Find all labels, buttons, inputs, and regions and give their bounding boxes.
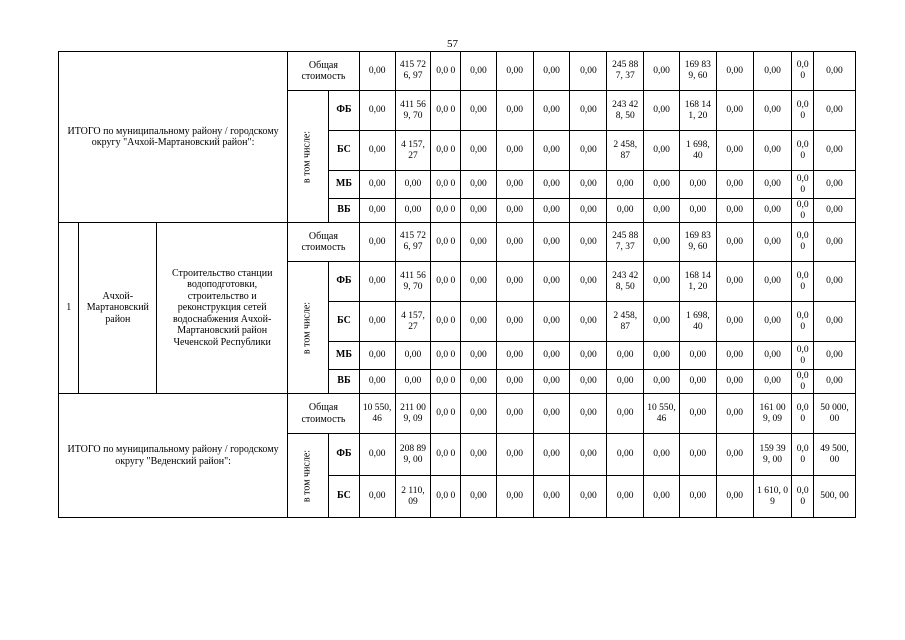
value-cell: 0,00 — [716, 131, 753, 171]
value-cell: 0,00 — [496, 370, 533, 394]
value-cell: 0,00 — [607, 394, 644, 434]
value-cell: 0,00 — [570, 91, 607, 131]
funding-code: ВБ — [329, 199, 360, 223]
value-cell: 0,00 — [533, 476, 570, 518]
value-cell: 0,00 — [461, 199, 497, 223]
value-cell: 0,0 0 — [431, 223, 461, 262]
value-cell: 0,00 — [461, 342, 497, 370]
value-cell: 0,00 — [716, 52, 753, 91]
value-cell: 0,0 0 — [792, 223, 813, 262]
total-cost-label: Общая стоимость — [288, 223, 360, 262]
value-cell: 0,00 — [496, 302, 533, 342]
value-cell: 0,00 — [496, 394, 533, 434]
page-number: 57 — [447, 38, 458, 50]
value-cell: 0,00 — [716, 302, 753, 342]
funding-code: БС — [329, 131, 360, 171]
value-cell: 0,00 — [570, 223, 607, 262]
value-cell: 1 698, 40 — [679, 131, 716, 171]
value-cell: 500, 00 — [813, 476, 855, 518]
value-cell: 0,0 0 — [431, 171, 461, 199]
value-cell: 0,00 — [533, 171, 570, 199]
value-cell: 0,00 — [359, 223, 395, 262]
value-cell: 0,00 — [716, 394, 753, 434]
value-cell: 0,00 — [753, 91, 792, 131]
value-cell: 0,00 — [533, 52, 570, 91]
including-text: в том числе: — [301, 301, 313, 354]
including-text: в том числе: — [301, 130, 313, 183]
value-cell: 0,0 0 — [792, 131, 813, 171]
value-cell: 0,00 — [644, 434, 680, 476]
value-cell: 0,00 — [461, 262, 497, 302]
value-cell: 0,00 — [359, 52, 395, 91]
value-cell: 0,00 — [644, 342, 680, 370]
value-cell: 0,00 — [461, 91, 497, 131]
value-cell: 2 458, 87 — [607, 302, 644, 342]
funding-code: МБ — [329, 342, 360, 370]
value-cell: 0,00 — [359, 262, 395, 302]
value-cell: 0,00 — [461, 171, 497, 199]
value-cell: 0,00 — [753, 131, 792, 171]
row-number: 1 — [59, 223, 79, 394]
value-cell: 0,00 — [395, 199, 431, 223]
value-cell: 0,00 — [644, 52, 680, 91]
value-cell: 0,0 0 — [792, 199, 813, 223]
value-cell: 411 569, 70 — [395, 91, 431, 131]
value-cell: 415 726, 97 — [395, 223, 431, 262]
value-cell: 1 610, 09 — [753, 476, 792, 518]
value-cell: 0,00 — [644, 302, 680, 342]
district-name: Ачхой-Мартановский район — [79, 223, 157, 394]
value-cell: 0,00 — [359, 131, 395, 171]
value-cell: 0,00 — [813, 52, 855, 91]
value-cell: 0,0 0 — [792, 434, 813, 476]
value-cell: 0,00 — [607, 199, 644, 223]
value-cell: 0,00 — [359, 434, 395, 476]
value-cell: 0,00 — [570, 342, 607, 370]
value-cell: 0,00 — [813, 370, 855, 394]
value-cell: 0,0 0 — [792, 394, 813, 434]
value-cell: 0,00 — [679, 171, 716, 199]
value-cell: 0,00 — [813, 302, 855, 342]
value-cell: 4 157, 27 — [395, 131, 431, 171]
value-cell: 0,00 — [716, 171, 753, 199]
value-cell: 0,00 — [813, 223, 855, 262]
value-cell: 0,00 — [533, 91, 570, 131]
value-cell: 0,00 — [461, 370, 497, 394]
value-cell: 0,00 — [533, 394, 570, 434]
value-cell: 243 428, 50 — [607, 262, 644, 302]
value-cell: 0,00 — [570, 302, 607, 342]
value-cell: 0,00 — [461, 131, 497, 171]
value-cell: 0,00 — [533, 199, 570, 223]
value-cell: 0,00 — [679, 394, 716, 434]
value-cell: 0,00 — [813, 91, 855, 131]
value-cell: 4 157, 27 — [395, 302, 431, 342]
value-cell: 0,00 — [679, 342, 716, 370]
value-cell: 0,00 — [533, 131, 570, 171]
value-cell: 0,00 — [533, 370, 570, 394]
value-cell: 0,00 — [753, 52, 792, 91]
value-cell: 0,00 — [496, 91, 533, 131]
value-cell: 0,0 0 — [431, 52, 461, 91]
value-cell: 0,00 — [813, 262, 855, 302]
total-cost-row — [59, 394, 856, 434]
value-cell: 0,0 0 — [431, 131, 461, 171]
value-cell: 0,00 — [716, 262, 753, 302]
funding-code: ФБ — [329, 91, 360, 131]
value-cell: 0,00 — [644, 131, 680, 171]
value-cell: 243 428, 50 — [607, 91, 644, 131]
object-name: Строительство станции водоподготовки, строительство и реконструкция сетей водоснабжения Ачхой-Мартановский район Чеченской Республики — [157, 223, 288, 394]
value-cell: 2 110, 09 — [395, 476, 431, 518]
including-label — [288, 434, 329, 518]
value-cell: 0,00 — [644, 171, 680, 199]
value-cell: 0,0 0 — [431, 91, 461, 131]
value-cell: 168 141, 20 — [679, 262, 716, 302]
value-cell: 415 726, 97 — [395, 52, 431, 91]
value-cell: 0,00 — [753, 302, 792, 342]
value-cell: 0,00 — [716, 476, 753, 518]
total-cost-label: Общая стоимость — [288, 52, 360, 91]
value-cell: 208 899, 00 — [395, 434, 431, 476]
value-cell: 0,00 — [813, 131, 855, 171]
value-cell: 0,00 — [359, 476, 395, 518]
value-cell: 2 458, 87 — [607, 131, 644, 171]
value-cell: 0,00 — [496, 262, 533, 302]
value-cell: 0,0 0 — [431, 394, 461, 434]
value-cell: 0,00 — [570, 476, 607, 518]
value-cell: 0,0 0 — [792, 342, 813, 370]
value-cell: 169 839, 60 — [679, 223, 716, 262]
value-cell: 0,00 — [607, 171, 644, 199]
value-cell: 0,00 — [533, 262, 570, 302]
value-cell: 0,00 — [644, 199, 680, 223]
value-cell: 0,00 — [359, 199, 395, 223]
financing-table — [58, 51, 856, 518]
value-cell: 10 550, 46 — [359, 394, 395, 434]
value-cell: 0,00 — [716, 342, 753, 370]
value-cell: 0,00 — [461, 52, 497, 91]
value-cell: 50 000, 00 — [813, 394, 855, 434]
value-cell: 0,0 0 — [792, 91, 813, 131]
value-cell: 161 009, 09 — [753, 394, 792, 434]
value-cell: 0,00 — [813, 171, 855, 199]
value-cell: 1 698, 40 — [679, 302, 716, 342]
value-cell: 0,0 0 — [792, 476, 813, 518]
total-cost-row — [59, 223, 856, 262]
value-cell: 0,00 — [607, 370, 644, 394]
value-cell: 211 009, 09 — [395, 394, 431, 434]
including-text: в том числе: — [301, 449, 313, 502]
value-cell: 168 141, 20 — [679, 91, 716, 131]
value-cell: 0,00 — [359, 171, 395, 199]
value-cell: 0,00 — [395, 370, 431, 394]
funding-code: ВБ — [329, 370, 360, 394]
value-cell: 0,00 — [753, 342, 792, 370]
funding-code: МБ — [329, 171, 360, 199]
value-cell: 0,00 — [644, 262, 680, 302]
value-cell: 0,00 — [533, 342, 570, 370]
value-cell: 0,0 0 — [431, 342, 461, 370]
value-cell: 0,00 — [395, 342, 431, 370]
value-cell: 0,00 — [716, 370, 753, 394]
value-cell: 0,00 — [813, 199, 855, 223]
value-cell: 0,00 — [716, 91, 753, 131]
value-cell: 245 887, 37 — [607, 223, 644, 262]
value-cell: 0,0 0 — [792, 171, 813, 199]
including-label — [288, 91, 329, 223]
value-cell: 0,00 — [716, 434, 753, 476]
including-label — [288, 262, 329, 394]
value-cell: 0,00 — [496, 434, 533, 476]
value-cell: 0,00 — [359, 370, 395, 394]
value-cell: 0,00 — [461, 302, 497, 342]
total-cost-row — [59, 52, 856, 91]
value-cell: 10 550, 46 — [644, 394, 680, 434]
value-cell: 0,00 — [679, 476, 716, 518]
value-cell: 0,00 — [570, 131, 607, 171]
value-cell: 0,00 — [753, 171, 792, 199]
value-cell: 411 569, 70 — [395, 262, 431, 302]
value-cell: 0,00 — [359, 91, 395, 131]
value-cell: 0,00 — [716, 199, 753, 223]
total-cost-label: Общая стоимость — [288, 394, 360, 434]
value-cell: 0,00 — [679, 370, 716, 394]
value-cell: 0,00 — [607, 342, 644, 370]
value-cell: 0,0 0 — [431, 302, 461, 342]
value-cell: 0,0 0 — [431, 434, 461, 476]
value-cell: 0,00 — [570, 394, 607, 434]
value-cell: 0,00 — [359, 342, 395, 370]
value-cell: 0,0 0 — [792, 370, 813, 394]
value-cell: 0,00 — [461, 434, 497, 476]
value-cell: 0,00 — [570, 199, 607, 223]
value-cell: 0,0 0 — [431, 370, 461, 394]
value-cell: 0,0 0 — [792, 302, 813, 342]
value-cell: 0,00 — [607, 434, 644, 476]
value-cell: 0,00 — [753, 199, 792, 223]
funding-code: ФБ — [329, 262, 360, 302]
value-cell: 49 500, 00 — [813, 434, 855, 476]
value-cell: 0,00 — [496, 223, 533, 262]
value-cell: 0,00 — [496, 342, 533, 370]
value-cell: 0,00 — [461, 476, 497, 518]
value-cell: 0,00 — [496, 52, 533, 91]
value-cell: 0,00 — [644, 476, 680, 518]
value-cell: 0,00 — [496, 171, 533, 199]
value-cell: 0,00 — [533, 434, 570, 476]
value-cell: 0,00 — [461, 394, 497, 434]
section-title: ИТОГО по муниципальному району / городскому округу "Веденский район": — [59, 394, 288, 518]
value-cell: 0,00 — [533, 223, 570, 262]
value-cell: 0,0 0 — [431, 262, 461, 302]
value-cell: 0,00 — [570, 370, 607, 394]
value-cell: 0,00 — [496, 476, 533, 518]
value-cell: 169 839, 60 — [679, 52, 716, 91]
value-cell: 0,00 — [753, 223, 792, 262]
value-cell: 0,00 — [395, 171, 431, 199]
value-cell: 0,00 — [679, 199, 716, 223]
value-cell: 0,00 — [570, 52, 607, 91]
value-cell: 0,00 — [753, 262, 792, 302]
value-cell: 0,0 0 — [431, 476, 461, 518]
value-cell: 0,00 — [644, 223, 680, 262]
value-cell: 0,0 0 — [431, 199, 461, 223]
value-cell: 0,00 — [496, 199, 533, 223]
value-cell: 0,00 — [533, 302, 570, 342]
value-cell: 0,00 — [496, 131, 533, 171]
value-cell: 0,00 — [716, 223, 753, 262]
value-cell: 245 887, 37 — [607, 52, 644, 91]
value-cell: 0,00 — [461, 223, 497, 262]
value-cell: 0,00 — [644, 91, 680, 131]
value-cell: 0,00 — [679, 434, 716, 476]
value-cell: 0,0 0 — [792, 262, 813, 302]
value-cell: 0,0 0 — [792, 52, 813, 91]
value-cell: 0,00 — [570, 434, 607, 476]
section-title: ИТОГО по муниципальному району / городскому округу "Ачхой-Мартановский район": — [59, 52, 288, 223]
value-cell: 0,00 — [644, 370, 680, 394]
value-cell: 159 399, 00 — [753, 434, 792, 476]
funding-code: БС — [329, 476, 360, 518]
funding-code: БС — [329, 302, 360, 342]
funding-code: ФБ — [329, 434, 360, 476]
value-cell: 0,00 — [570, 171, 607, 199]
value-cell: 0,00 — [753, 370, 792, 394]
value-cell: 0,00 — [607, 476, 644, 518]
value-cell: 0,00 — [570, 262, 607, 302]
value-cell: 0,00 — [813, 342, 855, 370]
value-cell: 0,00 — [359, 302, 395, 342]
